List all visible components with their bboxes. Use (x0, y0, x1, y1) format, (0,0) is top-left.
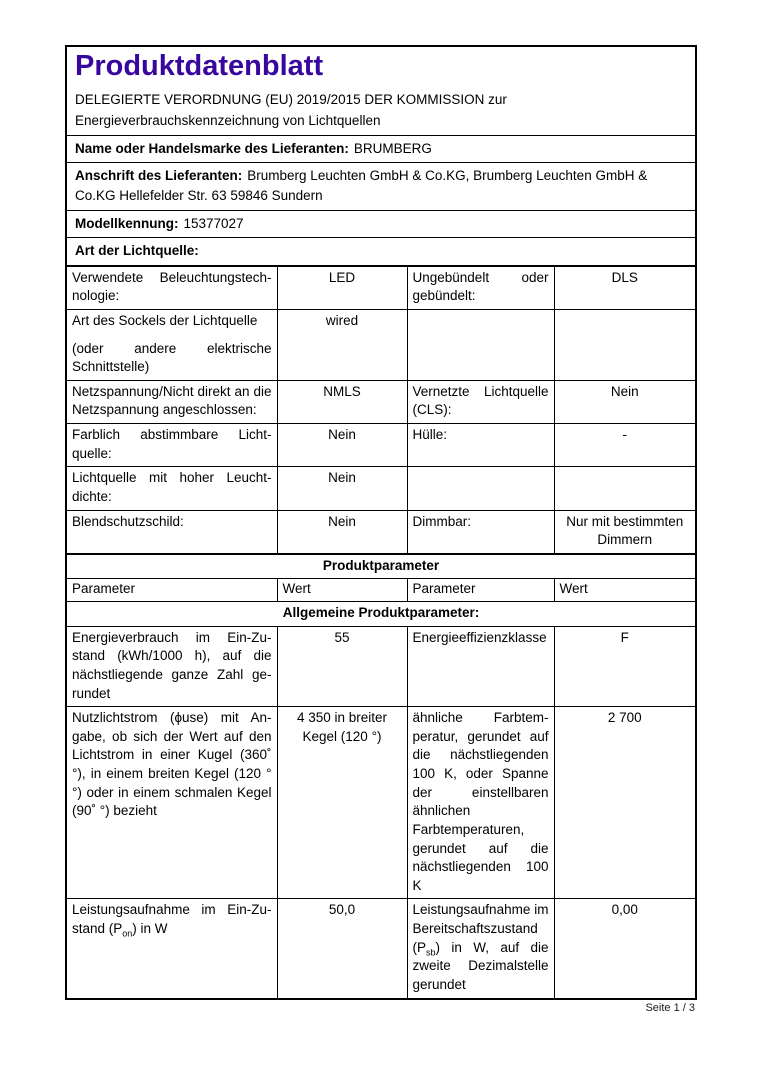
regulation-subtitle: DELEGIERTE VERORDNUNG (EU) 2019/2015 DER KOMMISSION zur Energieverbrauchskennzeichnung von Lichtquellen (75, 92, 507, 128)
param-cell: Vernetzte Lichtquelle (CLS): (407, 380, 554, 423)
param-cell: Blendschutzschild: (66, 510, 277, 554)
table-row (66, 467, 696, 510)
param-text: ) in W, auf die zweite Dezimalstelle gerundet (412, 939, 549, 992)
param-cell: ähnliche Farbtemperatur, gerundet auf die nächstliegenden 100 K, oder Spanne der einstellbaren ähnlichen Farbtemperaturen, gerundet auf die nächstliegenden 100 K (407, 707, 554, 899)
page-title: Produktdatenblatt (75, 50, 324, 82)
page-number: Seite 1 / 3 (645, 1002, 695, 1014)
table-row (66, 380, 696, 423)
param-subscript: sb (426, 947, 436, 958)
value-cell: Nein (277, 510, 407, 554)
section-title-row (66, 554, 696, 579)
supplier-address-value: Brumberg Leuchten GmbH & Co.KG, Brumberg Leuchten GmbH & Co.KG Hellefelder Str. 63 59846 Sundern (75, 168, 648, 203)
column-header-value-left: Wert (277, 579, 407, 602)
param-cell: Lichtquelle mit hoher Leuchtdichte: (66, 467, 277, 510)
param-cell: Verwendete Beleuchtungstechnologie: (66, 266, 277, 310)
value-cell (554, 467, 696, 510)
value-cell: DLS (554, 266, 696, 310)
product-parameters-table (65, 553, 697, 1000)
value-cell: Nur mit bestimmten Dimmern (554, 510, 696, 554)
value-cell: LED (277, 266, 407, 310)
model-id-label: Modellkennung: (75, 215, 179, 231)
supplier-name-value: BRUMBERG (353, 140, 432, 156)
supplier-name-row (66, 135, 696, 163)
param-cell: Dimmbar: (407, 510, 554, 554)
value-cell: Nein (277, 467, 407, 510)
param-cell: Energieverbrauch im Ein-Zustand (kWh/1000 h), auf die nächstliegende ganze Zahl gerundet (66, 626, 277, 707)
param-cell (407, 467, 554, 510)
table-row (66, 899, 696, 999)
value-cell: Nein (554, 380, 696, 423)
value-cell: wired (277, 309, 407, 380)
table-row (66, 510, 696, 554)
value-cell (554, 309, 696, 380)
param-cell: Nutzlichtstrom (ϕuse) mit Angabe, ob sich der Wert auf den Lichtstrom in einer Kugel (360˚ °), in einem breiten Kegel (120 °°) oder in einem schmalen Kegel (90˚ °) bezieht (66, 707, 277, 899)
supplier-address-label: Anschrift des Lieferanten: (75, 168, 243, 184)
param-text: Leistungsaufnahme im Bereitschaftszustand (P (412, 902, 549, 955)
value-cell: Nein (277, 424, 407, 467)
title-block (66, 46, 696, 135)
header-table (65, 45, 697, 267)
column-header-value-right: Wert (554, 579, 696, 602)
column-header-parameter-left: Parameter (66, 579, 277, 602)
light-source-table (65, 265, 697, 555)
param-cell: Farblich abstimmbare Lichtquelle: (66, 424, 277, 467)
column-header-parameter-right: Parameter (407, 579, 554, 602)
product-parameters-section-title: Produktparameter (66, 554, 696, 579)
supplier-address-row (66, 163, 696, 210)
param-cell (407, 309, 554, 380)
table-row (66, 424, 696, 467)
table-row (66, 626, 696, 707)
subsection-title-row (66, 602, 696, 627)
param-cell: Netzspannung/Nicht direkt an die Netzspannung angeschlossen: (66, 380, 277, 423)
general-parameters-subsection-title: Allgemeine Produktparameter: (66, 602, 696, 627)
param-line-2: (oder andere elektrische Schnittstelle) (72, 340, 272, 375)
model-id-value: 15377027 (183, 215, 244, 231)
value-cell: F (554, 626, 696, 707)
value-cell: 0,00 (554, 899, 696, 999)
param-subscript: on (122, 928, 133, 939)
table-row (66, 707, 696, 899)
param-cell: Energieeffizienzklasse (407, 626, 554, 707)
model-id-row (66, 210, 696, 238)
value-cell: - (554, 424, 696, 467)
datasheet-document (65, 45, 695, 1000)
param-line-1: Art des Sockels der Lichtquelle (72, 312, 258, 328)
param-cell (66, 899, 277, 999)
light-source-section-heading: Art der Lichtquelle: (75, 243, 199, 259)
param-cell: Ungebündelt oder gebündelt: (407, 266, 554, 310)
param-text: ) in W (132, 921, 168, 937)
table-row (66, 309, 696, 380)
value-cell: 50,0 (277, 899, 407, 999)
param-cell (66, 309, 277, 380)
column-header-row (66, 579, 696, 602)
table-row (66, 266, 696, 310)
light-source-section-heading-row (66, 238, 696, 266)
value-cell: NMLS (277, 380, 407, 423)
value-cell: 2 700 (554, 707, 696, 899)
supplier-name-label: Name oder Handelsmarke des Lieferanten: (75, 140, 349, 156)
value-cell: 4 350 in breiter Kegel (120 °) (277, 707, 407, 899)
value-cell: 55 (277, 626, 407, 707)
param-cell (407, 899, 554, 999)
param-cell: Hülle: (407, 424, 554, 467)
param-text: Leistungsaufnahme im Ein-Zustand (P (72, 902, 272, 937)
